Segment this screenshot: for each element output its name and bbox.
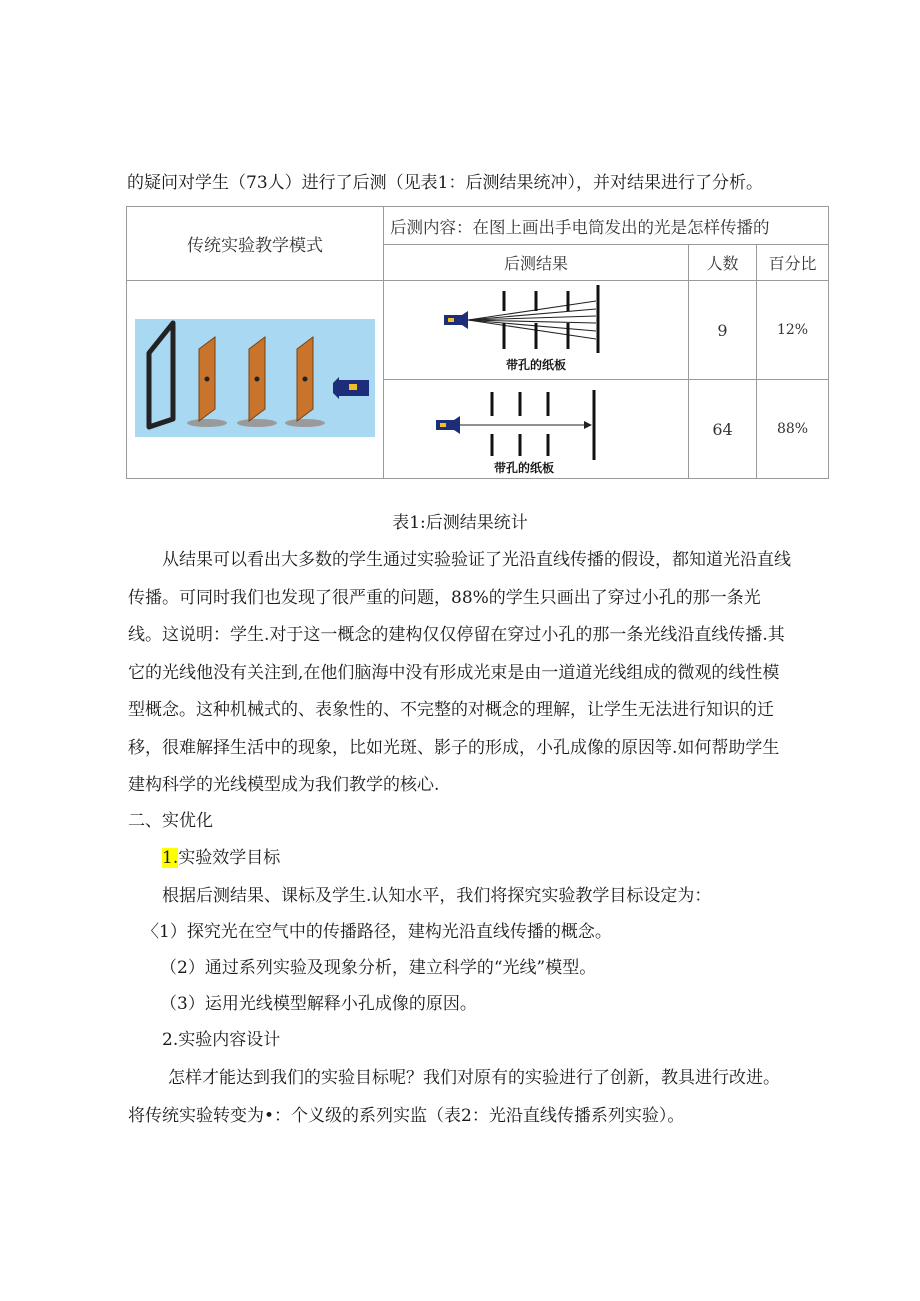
light-spread-diagram <box>386 281 686 375</box>
table-caption: 表1:后测结果统计 <box>392 513 528 533</box>
paper-board-label: 带孔的纸板 <box>493 461 555 474</box>
traditional-experiment-image <box>127 281 384 479</box>
flashlight-icon <box>333 377 369 399</box>
col-count-header: 人数 <box>689 245 757 281</box>
percent-cell: 12% <box>757 281 829 380</box>
result-table <box>126 206 829 479</box>
goal-3: （3）运用光线模型解释小孔成像的原因。 <box>160 994 477 1014</box>
item-1-number: 1. <box>162 848 179 868</box>
item-2-heading: 2.实验内容设计 <box>162 1030 281 1050</box>
col-result-header: 后测结果 <box>384 245 689 281</box>
col-percent-header: 百分比 <box>757 245 829 281</box>
experiment-illustration <box>135 319 375 437</box>
goal-1: 〈1）探究光在空气中的传播路径，建构光沿直线传播的概念。 <box>142 922 612 942</box>
result-diagram-1 <box>384 281 689 380</box>
count-cell: 64 <box>689 380 757 479</box>
content-header: 后测内容：在图上画出手电筒发出的光是怎样传播的 <box>384 207 829 245</box>
count-cell: 9 <box>689 281 757 380</box>
experiment-design-paragraph: 怎样才能达到我们的实验目标呢？我们对原有的实验进行了创新，教具进行改进。将传统实验转变为•：个义级的系列实监（表2：光沿直线传播系列实验）。 <box>128 1068 780 1126</box>
intro-line: 的疑问对学生（73人）进行了后测（见表1：后测结果统冲），并对结果进行了分析。 <box>127 173 763 193</box>
goals-intro: 根据后测结果、课标及学生.认知水平，我们将探究实验教学目标设定为： <box>162 886 712 906</box>
percent-cell: 88% <box>757 380 829 479</box>
single-ray-diagram <box>386 380 686 474</box>
paper-board-label: 带孔的纸板 <box>505 358 567 372</box>
mode-header: 传统实验教学模式 <box>127 207 384 281</box>
item-1-title: 实验效学目标 <box>178 848 281 868</box>
flashlight-icon <box>436 416 460 434</box>
item-1-heading <box>162 843 280 868</box>
result-diagram-2 <box>384 380 689 479</box>
flashlight-icon <box>444 311 468 329</box>
section-heading: 二、实优化 <box>128 811 213 831</box>
goal-2: （2）通过系列实验及现象分析，建立科学的“光线”模型。 <box>160 958 597 978</box>
result-analysis-paragraph: 从结果可以看出大多数的学生通过实验验证了光沿直线传播的假设，都知道光沿直线传播。可同时我们也发现了很严重的问题，88%的学生只画出了穿过小孔的那一条光线。这说明：学生.对于这一概念的建构仅仅停留在穿过小孔的那一条光线沿直线传播.其它的光线他没有关注到,在他们脑海中没有形成光束是由一道道光线组成的微观的线性模型概念。这种机械式的、表象性的、不完整的对概念的理解，让学生无法进行知识的迁移，很难解择生活中的现象，比如光斑、影子的形成，小孔成像的原因等.如何帮助学生建构科学的光线模型成为我们教学的核心. <box>128 550 791 795</box>
